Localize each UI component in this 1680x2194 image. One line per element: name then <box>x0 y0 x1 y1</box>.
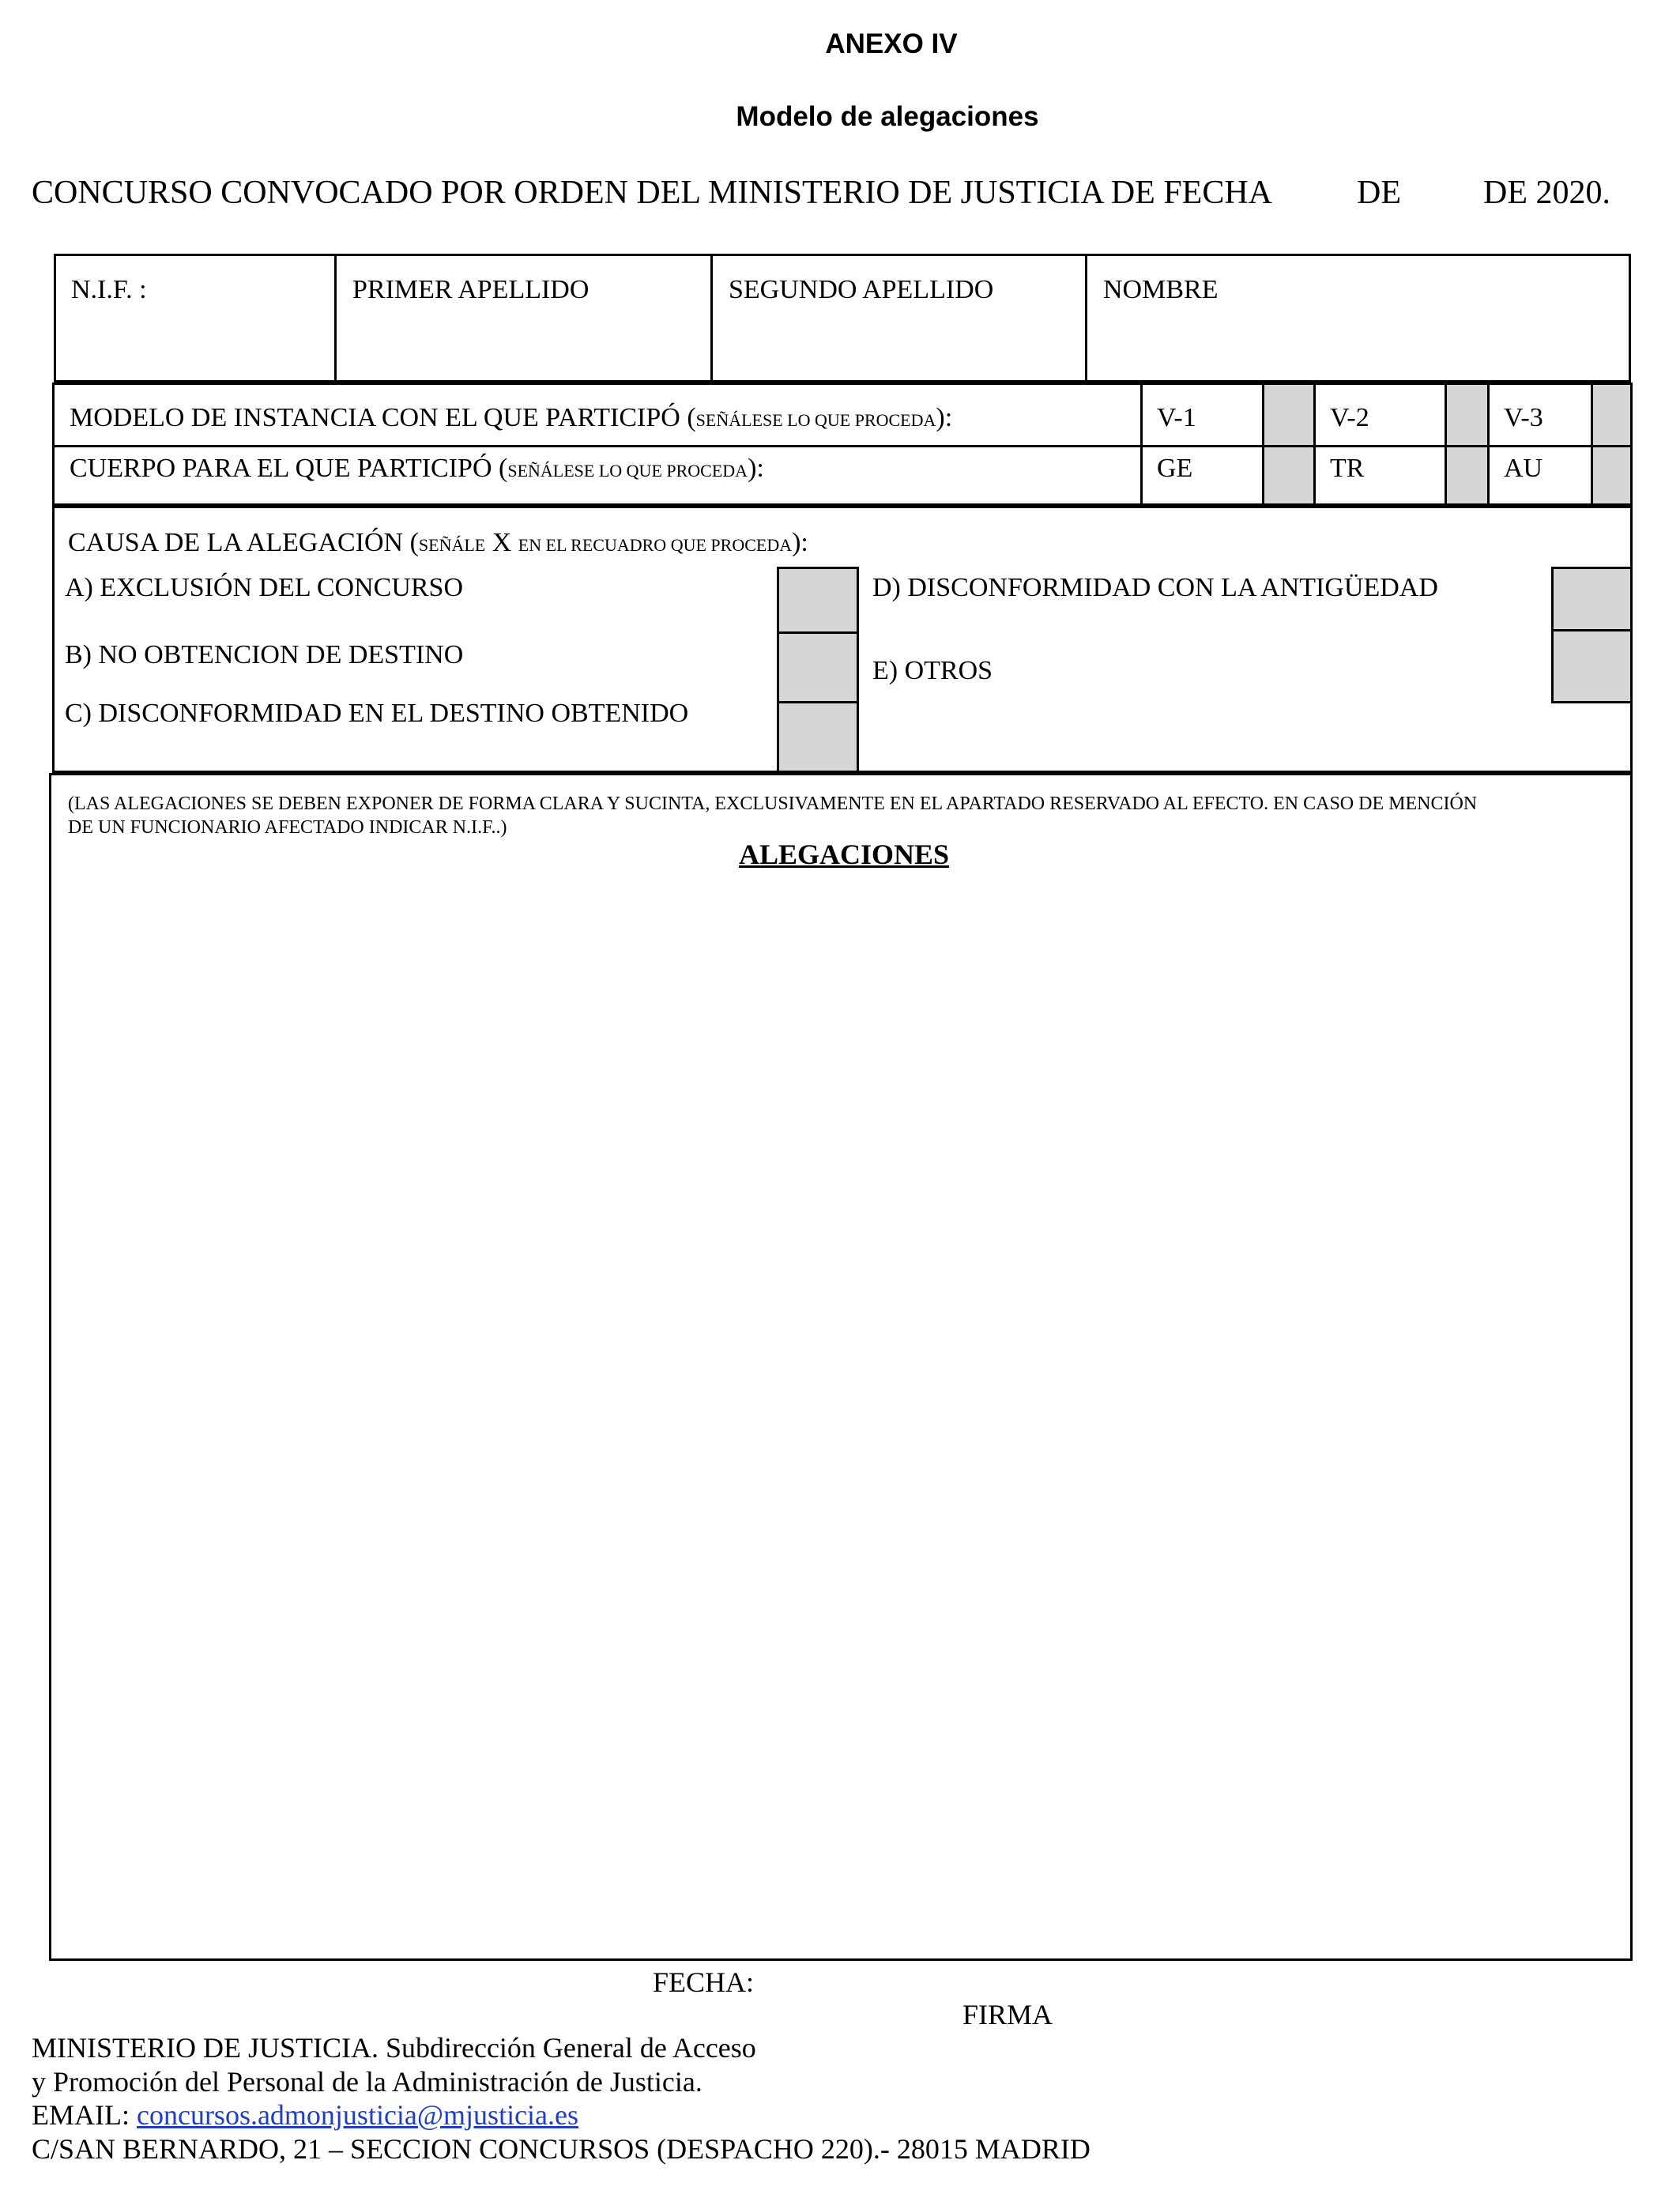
signature-label: FIRMA <box>962 1999 1053 2030</box>
checkbox-v2[interactable] <box>1445 383 1490 447</box>
email-link[interactable]: concursos.admonjusticia@mjusticia.es <box>136 2099 579 2131</box>
checkbox-cause-a[interactable] <box>777 567 859 634</box>
checkbox-v1[interactable] <box>1262 383 1316 447</box>
name-field[interactable]: NOMBRE <box>1103 275 1219 304</box>
allegations-instructions-line1: (LAS ALEGACIONES SE DEBEN EXPONER DE FORMA CLARA Y SUCINTA, EXCLUSIVAMENTE EN EL APARTADO RESERVADO AL EFECTO. EN CASO DE MENCIÓN <box>68 794 1478 814</box>
allegations-box[interactable] <box>49 773 1633 1961</box>
contest-date-year: DE 2020. <box>1483 175 1610 211</box>
ministry-line1: MINISTERIO DE JUSTICIA. Subdirección General de Acceso <box>32 2032 756 2064</box>
checkbox-au[interactable] <box>1591 445 1633 506</box>
first-surname-field[interactable]: PRIMER APELLIDO <box>352 275 590 304</box>
checkbox-ge[interactable] <box>1262 445 1316 506</box>
option-au-label: AU <box>1504 454 1543 483</box>
allegations-instructions-line2: DE UN FUNCIONARIO AFECTADO INDICAR N.I.F..) <box>68 817 507 838</box>
cause-option-b: B) NO OBTENCION DE DESTINO <box>65 640 464 669</box>
second-surname-field[interactable]: SEGUNDO APELLIDO <box>729 275 994 304</box>
annex-title: ANEXO IV <box>825 28 958 59</box>
cause-title: CAUSA DE LA ALEGACIÓN (SEÑÁLE X EN EL RECUADRO QUE PROCEDA): <box>68 528 808 557</box>
participation-table <box>52 383 1633 506</box>
option-ge-label: GE <box>1157 454 1193 483</box>
email-label: EMAIL: <box>32 2099 130 2131</box>
body-label: CUERPO PARA EL QUE PARTICIPÓ (SEÑÁLESE LO QUE PROCEDA): <box>70 454 764 483</box>
checkbox-cause-b[interactable] <box>777 631 859 703</box>
cause-option-c: C) DISCONFORMIDAD EN EL DESTINO OBTENIDO <box>65 699 689 728</box>
checkbox-v3[interactable] <box>1591 383 1633 447</box>
identity-table <box>54 254 1631 383</box>
contest-date-de: DE <box>1357 175 1401 211</box>
allegations-heading: ALEGACIONES <box>738 839 950 870</box>
email-line <box>32 2098 578 2132</box>
checkbox-tr[interactable] <box>1445 445 1490 506</box>
option-v2-label: V-2 <box>1330 403 1369 432</box>
cause-option-d: D) DISCONFORMIDAD CON LA ANTIGÜEDAD <box>872 573 1438 602</box>
checkbox-cause-e[interactable] <box>1551 629 1633 703</box>
checkbox-cause-d[interactable] <box>1551 567 1633 631</box>
ministry-line2: y Promoción del Personal de la Administración de Justicia. <box>32 2066 703 2098</box>
option-v1-label: V-1 <box>1157 403 1196 432</box>
option-tr-label: TR <box>1330 454 1365 483</box>
option-v3-label: V-3 <box>1504 403 1543 432</box>
form-subtitle: Modelo de alegaciones <box>736 101 1039 132</box>
cause-option-e: E) OTROS <box>872 656 993 685</box>
date-label: FECHA: <box>653 1966 755 1998</box>
instance-model-label: MODELO DE INSTANCIA CON EL QUE PARTICIPÓ (SEÑÁLESE LO QUE PROCEDA): <box>70 403 953 432</box>
checkbox-cause-c[interactable] <box>777 701 859 773</box>
contest-title: CONCURSO CONVOCADO POR ORDEN DEL MINISTERIO DE JUSTICIA DE FECHA <box>32 175 1273 211</box>
nif-field[interactable]: N.I.F. : <box>71 275 147 304</box>
address-line: C/SAN BERNARDO, 21 – SECCION CONCURSOS (DESPACHO 220).- 28015 MADRID <box>32 2133 1090 2165</box>
cause-option-a: A) EXCLUSIÓN DEL CONCURSO <box>65 573 464 602</box>
